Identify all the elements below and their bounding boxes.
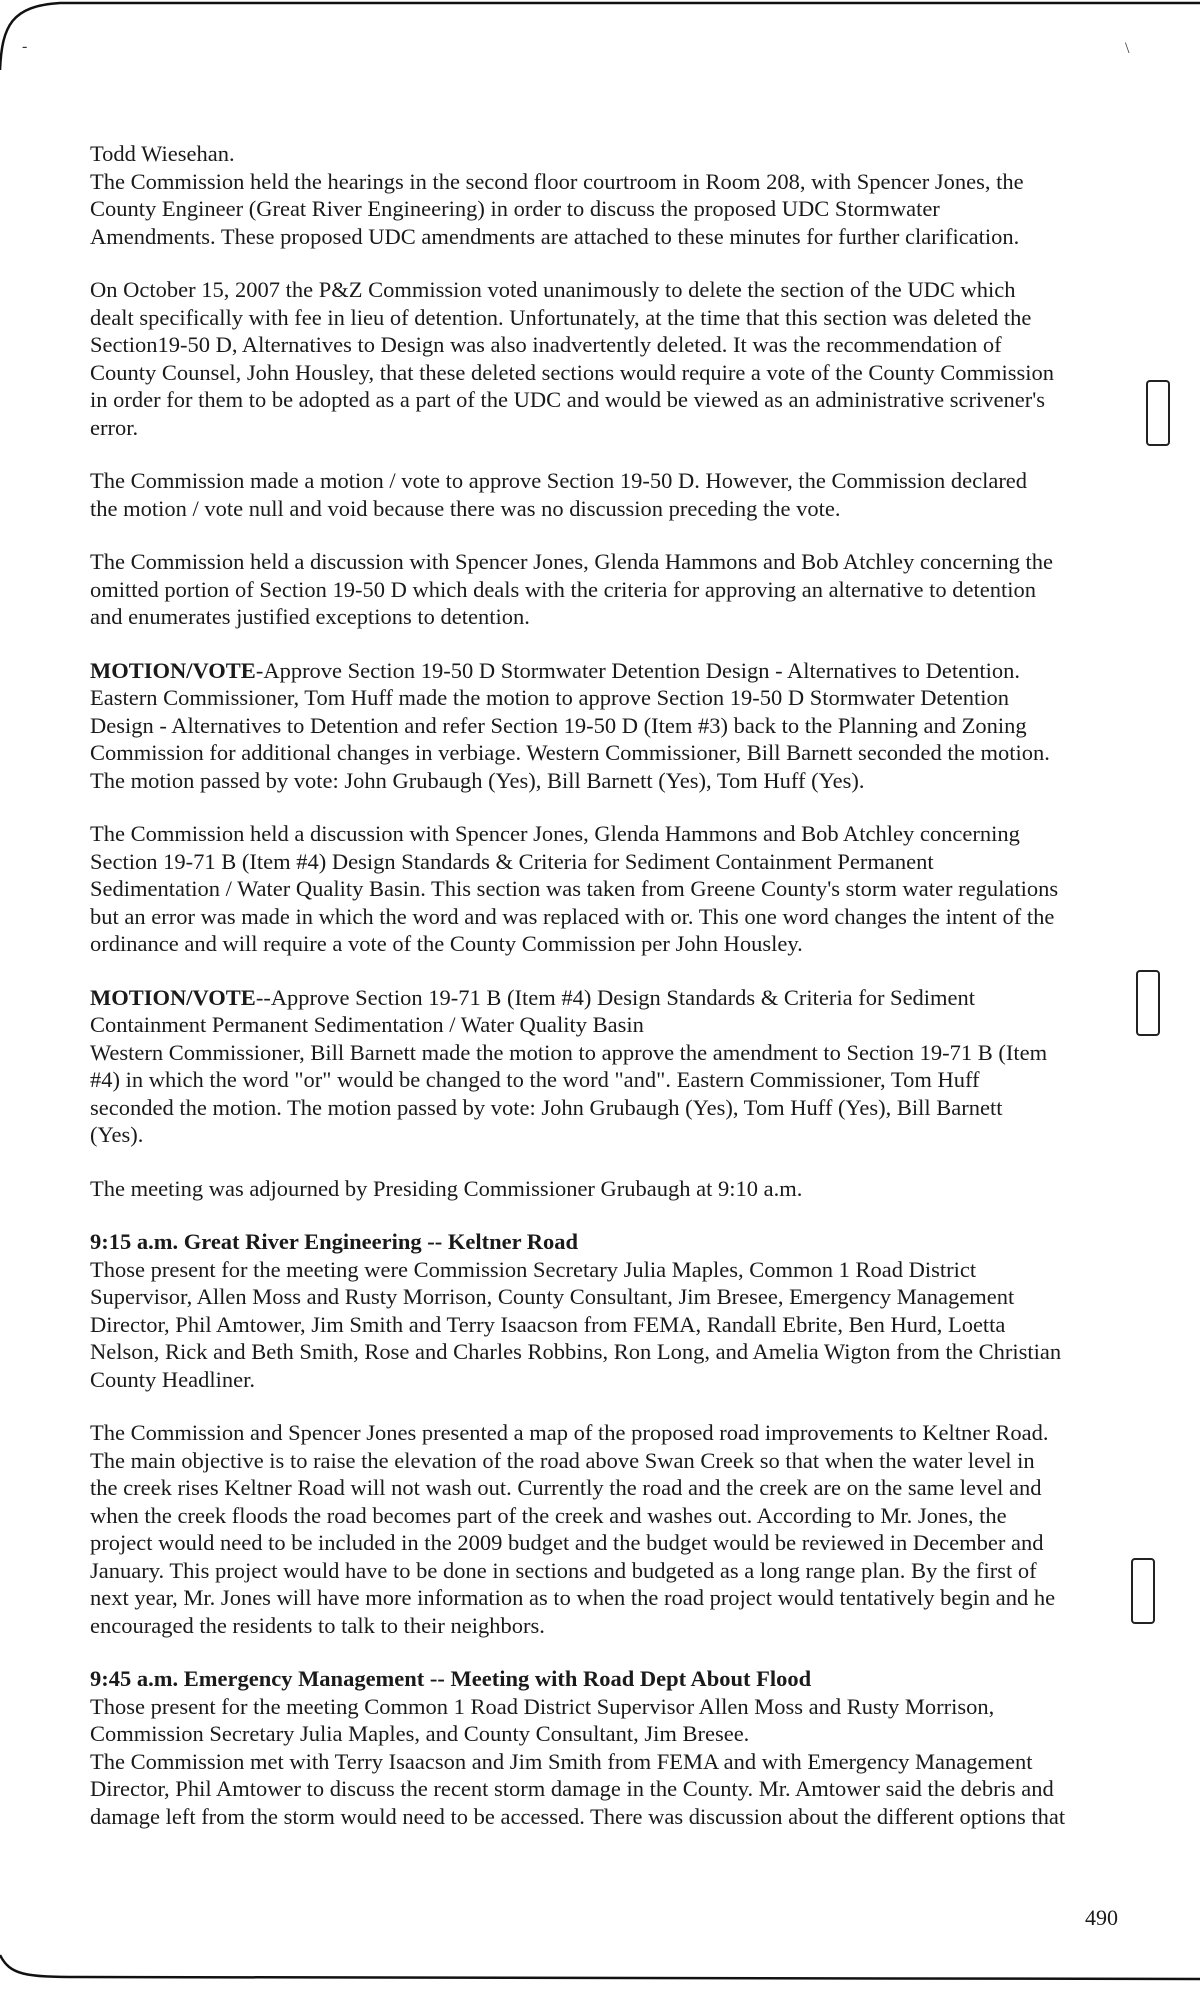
paragraph-october-vote (90, 276, 1110, 441)
text-line: next year, Mr. Jones will have more information as to when the road project would tentatively begin and he (90, 1585, 1056, 1610)
text-line: Western Commissioner, Bill Barnett made the motion to approve the amendment to Section 19-71 B (Item (90, 1039, 1048, 1065)
text-line: -Approve Section 19-50 D Stormwater Detention Design - Alternatives to Detention. (255, 657, 1021, 683)
paragraph-null-vote (90, 467, 1110, 522)
text-line: Those present for the meeting Common 1 Road District Supervisor Allen Moss and Rusty Morrison, (90, 1693, 995, 1719)
text-line: encouraged the residents to talk to their neighbors. (90, 1612, 545, 1638)
text-line: Nelson, Rick and Beth Smith, Rose and Charles Robbins, Ron Long, and Amelia Wigton from the Christian (90, 1339, 1062, 1364)
text-line: Sedimentation / Water Quality Basin. This section was taken from Greene County's storm water regulations (90, 876, 1059, 901)
text-line: Director, Phil Amtower, Jim Smith and Terry Isaacson from FEMA, Randall Ebrite, Ben Hurd, Loetta (90, 1311, 1006, 1337)
text-line: --Approve Section 19-71 B (Item #4) Design Standards & Criteria for Sediment (255, 984, 976, 1010)
text-line: Commission for additional changes in verbiage. Western Commissioner, Bill Barnett seconded the motion. (90, 740, 1050, 765)
paragraph-adjourned (90, 1175, 1110, 1203)
text-line: The Commission held a discussion with Spencer Jones, Glenda Hammons and Bob Atchley concerning the (90, 549, 1053, 574)
text-line: Director, Phil Amtower to discuss the recent storm damage in the County. Mr. Amtower said the debris and (90, 1776, 1054, 1801)
text-line: ordinance and will require a vote of the County Commission per John Housley. (90, 931, 803, 956)
section-heading: 9:15 a.m. Great River Engineering -- Keltner Road (90, 1229, 579, 1254)
text-line: The Commission and Spencer Jones presented a map of the proposed road improvements to Keltner Road. (90, 1420, 1049, 1445)
motion-heading-line (90, 657, 1110, 685)
text-line: omitted portion of Section 19-50 D which deals with the criteria for approving an alternative to detention (90, 576, 1036, 602)
binder-hole-mark (1136, 970, 1160, 1036)
page-edge-bottom (0, 1945, 1200, 1985)
text-line: County Engineer (Great River Engineering) in order to discuss the proposed UDC Stormwater (90, 196, 940, 221)
text-line: The Commission met with Terry Isaacson and Jim Smith from FEMA and with Emergency Management (90, 1748, 1033, 1774)
paragraph-motion-1971b (90, 984, 1110, 1149)
text-line: County Counsel, John Housley, that these deleted sections would require a vote of the County Commission (90, 359, 1055, 385)
text-line: The main objective is to raise the elevation of the road above Swan Creek so that when the water level in (90, 1447, 1035, 1473)
text-line: the motion / vote null and void because there was no discussion preceding the vote. (90, 495, 841, 521)
page-edge-top (0, 0, 1200, 70)
text-line: when the creek floods the road becomes part of the creek and washes out. According to Mr. Jones, the (90, 1502, 1007, 1528)
text-line: Design - Alternatives to Detention and refer Section 19-50 D (Item #3) back to the Planning and Zoning (90, 712, 1027, 738)
section-emergency-management (90, 1665, 1110, 1830)
text-line: Section 19-71 B (Item #4) Design Standards & Criteria for Sediment Containment Permanent (90, 848, 934, 874)
scan-speck: - (22, 38, 28, 55)
text-line: Section19-50 D, Alternatives to Design was also inadvertently deleted. It was the recommendation of (90, 332, 1002, 357)
motion-label: MOTION/VOTE (90, 984, 256, 1010)
text-line: On October 15, 2007 the P&Z Commission voted unanimously to delete the section of the UDC which (90, 277, 1016, 302)
text-line: Containment Permanent Sedimentation / Water Quality Basin (90, 1012, 644, 1037)
text-line: Amendments. These proposed UDC amendments are attached to these minutes for further clarification. (90, 223, 1020, 249)
scan-speck: \ (1125, 40, 1130, 57)
motion-heading-line (90, 984, 1110, 1012)
text-line: in order for them to be adopted as a part of the UDC and would be viewed as an administrative scrivener's (90, 387, 1046, 412)
text-line: but an error was made in which the word and was replaced with or. This one word changes the intent of the (90, 903, 1055, 929)
text-line: The motion passed by vote: John Grubaugh (Yes), Bill Barnett (Yes), Tom Huff (Yes). (90, 767, 865, 793)
text-line: error. (90, 414, 139, 440)
text-line: The meeting was adjourned by Presiding Commissioner Grubaugh at 9:10 a.m. (90, 1175, 803, 1201)
text-line: Commission Secretary Julia Maples, and County Consultant, Jim Bresee. (90, 1721, 750, 1746)
binder-hole-mark (1131, 1558, 1155, 1624)
text-line: (Yes). (90, 1122, 144, 1147)
text-line: Supervisor, Allen Moss and Rusty Morrison, County Consultant, Jim Bresee, Emergency Management (90, 1284, 1015, 1309)
text-line: County Headliner. (90, 1366, 255, 1392)
text-line: damage left from the storm would need to be accessed. There was discussion about the different options that (90, 1803, 1066, 1829)
paragraph-motion-1950d (90, 657, 1110, 795)
paragraph-keltner-map (90, 1419, 1110, 1639)
text-line: The Commission made a motion / vote to approve Section 19-50 D. However, the Commission declared (90, 468, 1028, 493)
text-line: January. This project would have to be done in sections and budgeted as a long range plan. By the first of (90, 1557, 1037, 1583)
text-line: The Commission held a discussion with Spencer Jones, Glenda Hammons and Bob Atchley concerning (90, 821, 1020, 846)
section-heading: 9:45 a.m. Emergency Management -- Meeting with Road Dept About Flood (90, 1666, 812, 1691)
page-number: 490 (1085, 1905, 1118, 1930)
document-body (90, 140, 1110, 1830)
paragraph-discussion-1950d (90, 548, 1110, 631)
section-keltner-road (90, 1228, 1110, 1393)
paragraph-discussion-1971b (90, 820, 1110, 958)
paragraph-hearing-intro (90, 140, 1110, 250)
text-line: seconded the motion. The motion passed by vote: John Grubaugh (Yes), Tom Huff (Yes), Bill Barnett (90, 1094, 1003, 1120)
binder-hole-mark (1146, 380, 1170, 446)
text-line: Todd Wiesehan. (90, 141, 235, 166)
text-line: the creek rises Keltner Road will not wash out. Currently the road and the creek are on the same level and (90, 1475, 1042, 1500)
text-line: #4) in which the word "or" would be changed to the word "and". Eastern Commissioner, Tom Huff (90, 1067, 980, 1092)
text-line: Those present for the meeting were Commission Secretary Julia Maples, Common 1 Road District (90, 1256, 977, 1282)
text-line: project would need to be included in the 2009 budget and the budget would be reviewed in December and (90, 1530, 1044, 1555)
text-line: Eastern Commissioner, Tom Huff made the motion to approve Section 19-50 D Stormwater Detention (90, 685, 1010, 710)
text-line: dealt specifically with fee in lieu of detention. Unfortunately, at the time that this section was deleted the (90, 304, 1032, 330)
text-line: and enumerates justified exceptions to detention. (90, 604, 530, 629)
text-line: The Commission held the hearings in the second floor courtroom in Room 208, with Spencer Jones, the (90, 168, 1024, 194)
motion-label: MOTION/VOTE (90, 657, 256, 683)
